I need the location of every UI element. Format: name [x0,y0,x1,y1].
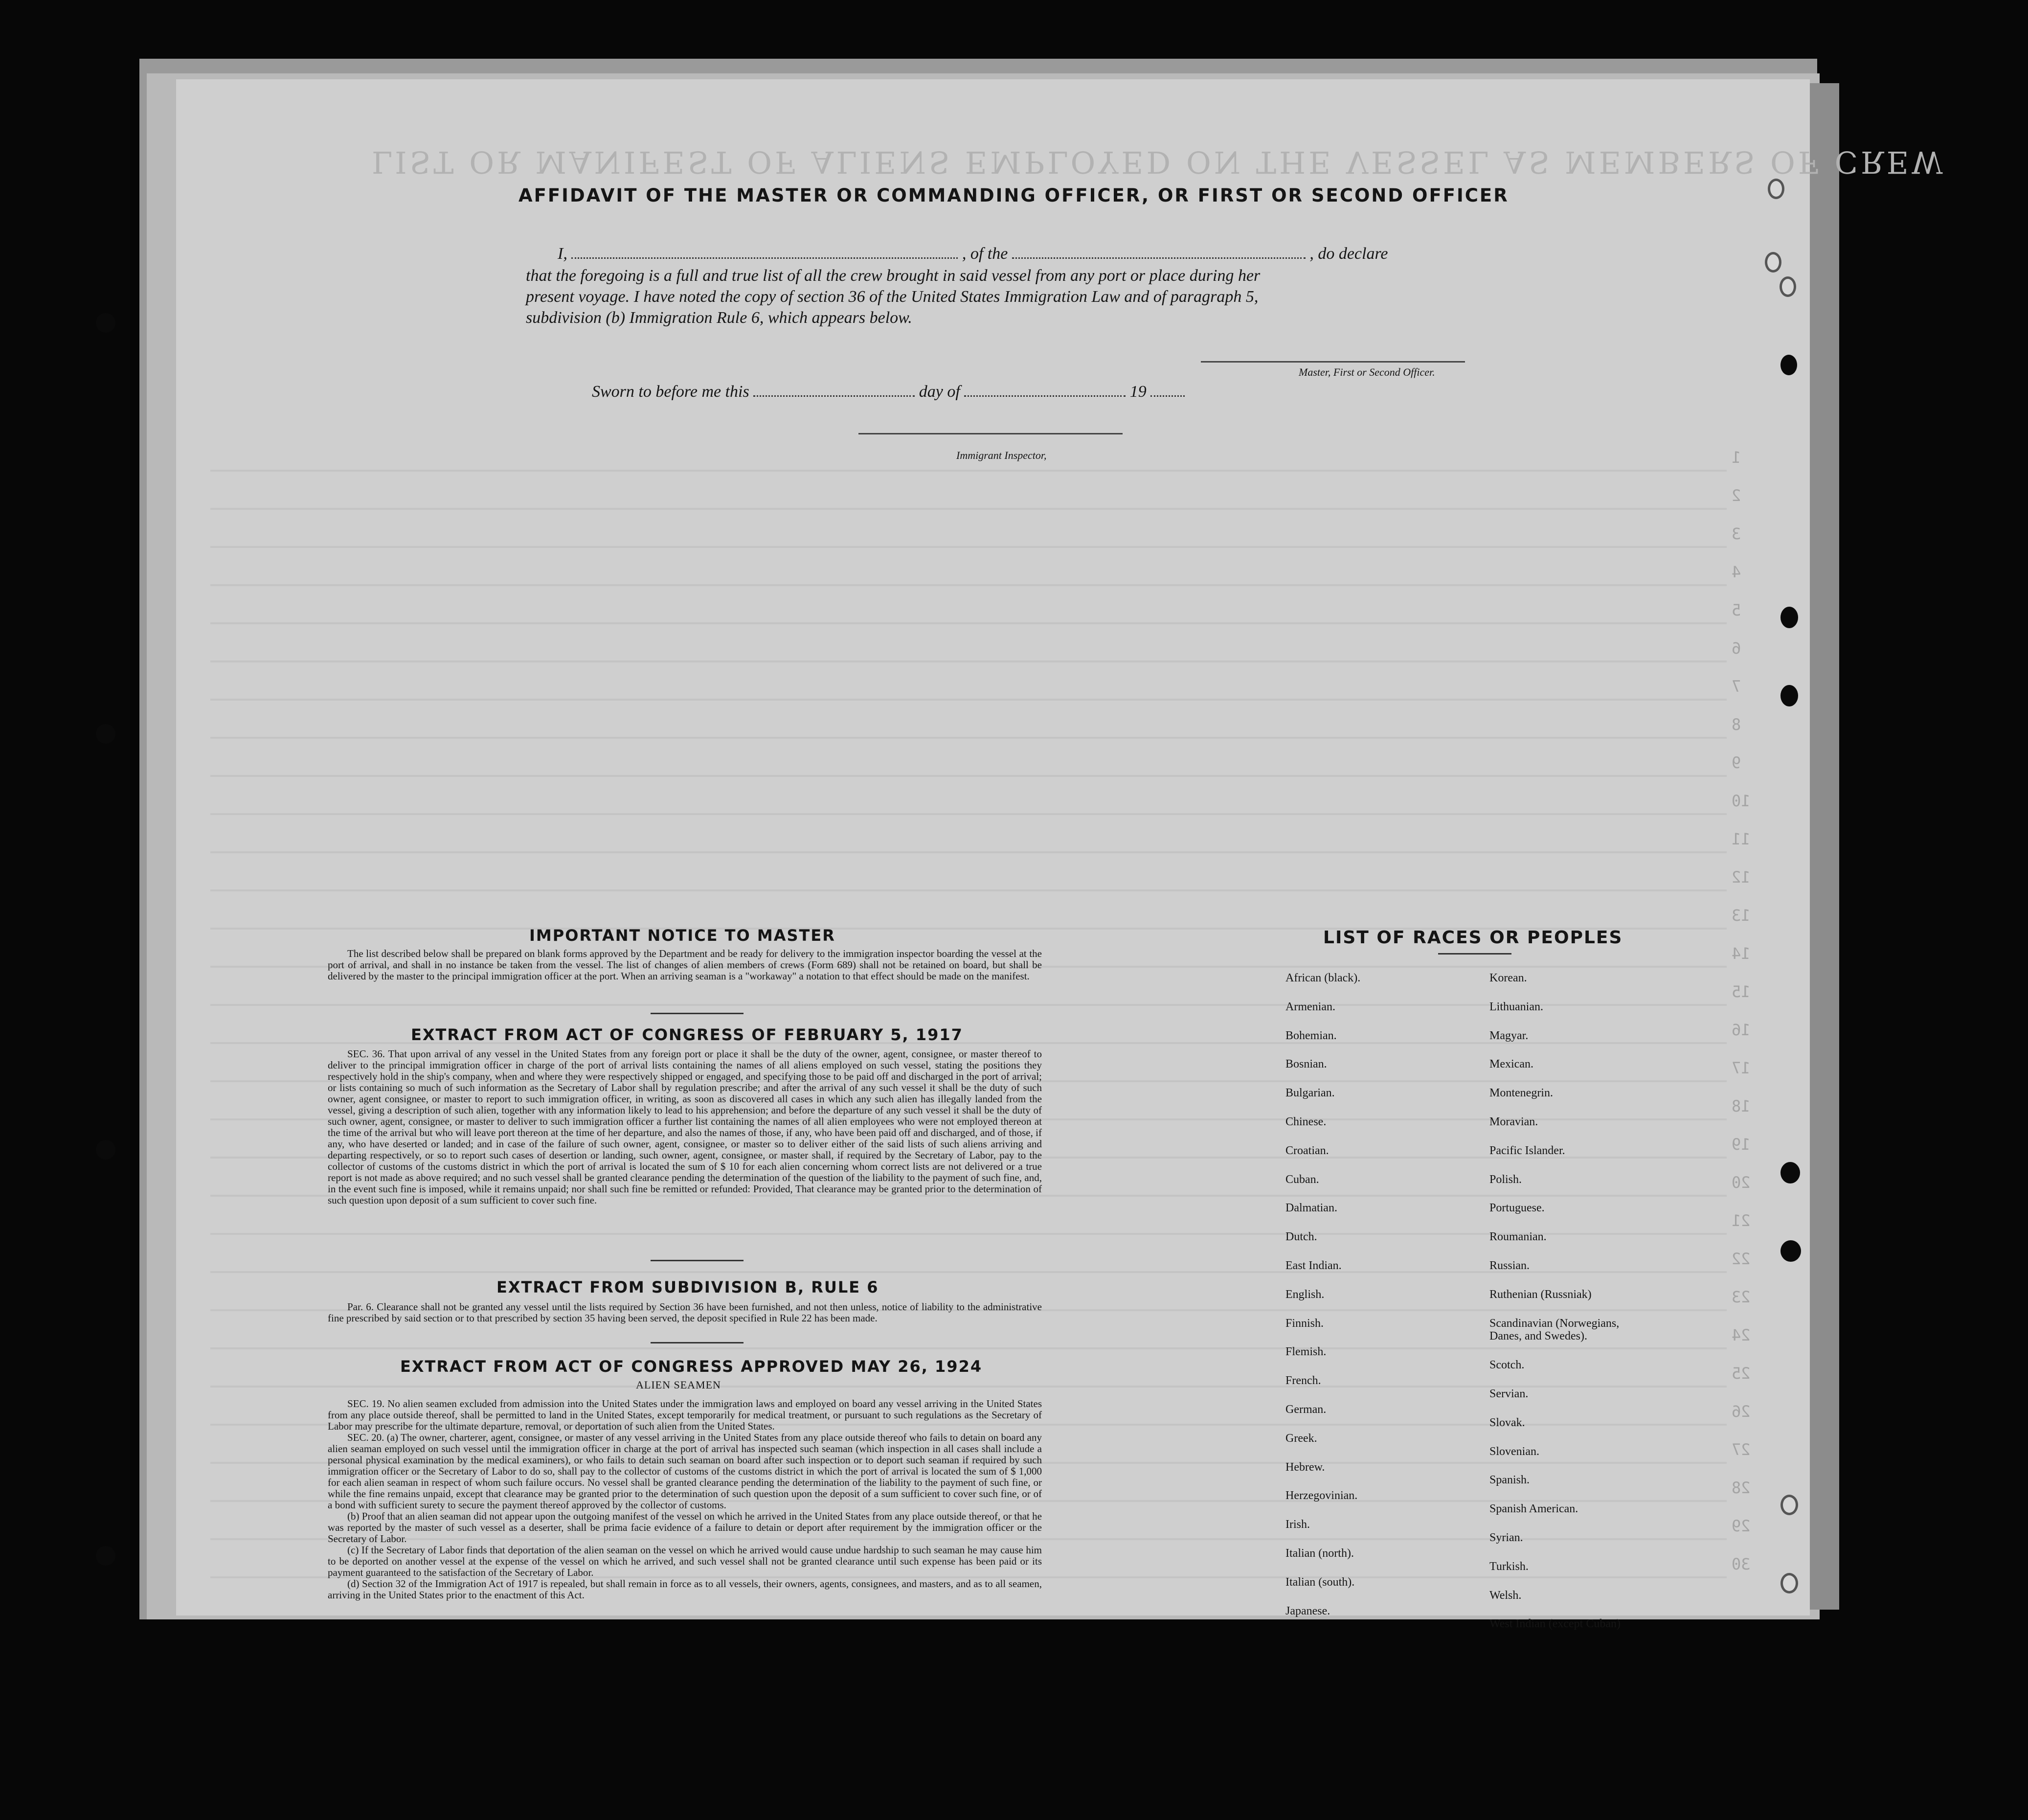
show-through-row-number: 29 [1732,1517,1751,1535]
show-through-row-rule [210,775,1727,777]
race-item: Italian (north). [1285,1547,1354,1560]
race-item: Scotch. [1489,1359,1525,1372]
affidavit-declaration-line [558,245,1388,263]
show-through-row-number: 6 [1732,639,1741,658]
show-through-row-rule [210,699,1727,701]
show-through-row-number: 10 [1732,792,1751,810]
show-through-row-number: 2 [1732,486,1741,505]
show-through-row-number: 8 [1732,715,1741,734]
race-item: Slovenian. [1489,1445,1539,1458]
extract-1924-sec20b: (b) Proof that an alien seaman did not appear upon the outgoing manifest of the vessel on which he arrived in the United States from any place outside thereof, or that he was reported by the master of such vessel as a deserter, shall be prima facie evidence of a failure to detain or deport after requirement by the immigration officer or the Secretary of Labor. [328,1510,1042,1545]
show-through-row-number: 27 [1732,1440,1751,1459]
section-divider [651,1342,744,1343]
extract-1917-text [328,1048,1042,1206]
show-through-row-rule [210,851,1727,853]
section-divider [651,1260,744,1261]
race-item: Turkish. [1489,1560,1529,1573]
section-divider [651,1013,744,1014]
affidavit-body-line-2: present voyage. I have noted the copy of section 36 of the United States Immigration Law and of paragraph 5, [526,288,1259,306]
affidavit-do-declare: , do declare [1309,245,1388,263]
notice-heading: IMPORTANT NOTICE TO MASTER [529,926,835,945]
show-through-row-rule [210,508,1727,510]
race-item: Syrian. [1489,1531,1523,1544]
affidavit-body-line-1: that the foregoing is a full and true list of all the crew brought in said vessel from any port or place during her [526,267,1261,285]
extract-1924-heading: EXTRACT FROM ACT OF CONGRESS APPROVED MAY 26, 1924 [400,1357,983,1376]
race-item: Mexican. [1489,1058,1533,1071]
punch-hole-icon [1780,1495,1798,1515]
show-through-row-number: 1 [1732,448,1741,467]
race-item: Slovak. [1489,1416,1525,1429]
race-item: Moravian. [1489,1115,1538,1128]
extract-1924-text [328,1398,1042,1601]
race-item: Flemish. [1285,1345,1327,1359]
sworn-year-prefix: 19 [1129,383,1147,401]
affidavit-of-the: , of the [962,245,1008,263]
show-through-row-number: 14 [1732,944,1751,963]
extract-1924-sec20c: (c) If the Secretary of Labor finds that deportation of the alien seaman on the vessel on which he arrived would cause undue hardship to such seaman he may cause him to be deported on another vessel at the expense of the vessel on which he arrived, and such vessel shall not be granted clearance until such expense has been paid or its payment guaranteed to the satisfaction of the Secretary of Labor. [328,1544,1042,1578]
race-item: Danes, and Swedes). [1489,1330,1587,1343]
show-through-row-number: 3 [1732,524,1741,543]
extract-1924-sec20a: SEC. 20. (a) The owner, charterer, agent, consignee, or master of any vessel arriving in the United States from any place outside thereof who fails to detain on board any alien seaman employed on such vessel until the immigration officer in charge at the port of arrival has inspected such seaman (which inspection in all cases shall include a personal physical examination by the medical examiners), or who fails to detain such seaman on board after such inspection or to deport such seaman if required by such immigration officer or the Secretary of Labor to do so, shall pay to the collector of customs of the customs district in which the port of arrival is located the sum of $ 1,000 for each alien seaman in respect of whom such failure occurs. No vessel shall be granted clearance pending the determination of the liability to the payment of such fine, or while the fine remains unpaid, except that clearance may be granted prior to the determination of such question upon the deposit of a sum sufficient to cover such fine, or of a bond with sufficient surety to secure the payment thereof approved by the collector of customs. [328,1432,1042,1511]
sworn-day-of: day of [919,383,960,401]
show-through-row-number: 26 [1732,1402,1751,1421]
page-edge-shadow [1810,83,1839,1610]
race-item: Spanish. [1489,1474,1530,1487]
race-item: Lithuanian. [1489,1000,1543,1013]
show-through-row-rule [210,1347,1727,1349]
race-item: Cuban. [1285,1173,1319,1186]
race-item: French. [1285,1374,1321,1388]
show-through-row-number: 9 [1732,753,1741,772]
sworn-line [592,383,1185,401]
affidavit-body-line-3: subdivision (b) Immigration Rule 6, which appears below. [526,309,912,327]
punch-hole-icon [1780,1162,1800,1183]
show-through-row-rule [210,889,1727,891]
race-item: Pacific Islander. [1489,1144,1565,1157]
race-item: Polish. [1489,1173,1522,1186]
extract-rule6-heading: EXTRACT FROM SUBDIVISION B, RULE 6 [496,1278,879,1297]
race-item: Italian (south). [1285,1575,1355,1589]
show-through-row-number: 25 [1732,1364,1751,1383]
binder-hole-icon [96,1140,115,1160]
show-through-row-number: 28 [1732,1479,1751,1497]
show-through-row-number: 5 [1732,601,1741,619]
race-item: Montenegrin. [1489,1087,1553,1100]
extract-rule6-text [328,1301,1042,1324]
race-item: Armenian. [1285,1000,1335,1013]
race-item: Hebrew. [1285,1460,1325,1474]
race-item: Dutch. [1285,1230,1317,1244]
show-through-row-number: 18 [1732,1097,1751,1115]
punch-hole-icon [1780,1573,1798,1593]
race-item: Spanish American. [1489,1502,1578,1516]
sworn-day-blank [753,395,915,397]
show-through-row-number: 16 [1732,1021,1751,1039]
race-item: Servian. [1489,1388,1529,1400]
race-item: Magyar. [1489,1029,1529,1042]
inspector-signature-line [858,433,1123,434]
show-through-row-number: 17 [1732,1059,1751,1077]
sworn-year-blank [1150,395,1185,397]
extract-1917-paragraph: SEC. 36. That upon arrival of any vessel in the United States from any foreign port or place it shall be the duty of the owner, agent, consignee, or master thereof to deliver to the principal immigration officer in charge of the port of arrival lists containing the names of all aliens employed on such vessel, stating the positions they respectively hold in the ship's company, when and where they were respectively shipped or engaged, and specifying those to be paid off and discharged in the port of arrival; or lists containing so much of such information as the Secretary of Labor shall by regulation prescribe; and after the arrival of any such vessel it shall be the duty of such owner, agent consignee, or master to report to such immigration officer, in writing, as soon as discovered all cases in which any such alien has illegally landed from the vessel, giving a description of such alien, together with any information likely to lead to his apprehension; and before the departure of any such vessel it shall be the duty of such owner, agent, consignee, or master to deliver to such immigration officer a further list containing the names of all alien employees who were not employed thereon at the time of the arrival but who will leave port thereon at the time of her departure, and also the names of those, if any, who have been paid off and discharged, and of those, if any, who have deserted or landed; and in case of the failure of such owner, agent, consignee, or master so to deliver either of the said lists of such aliens arriving and departing respectively, or so to report such cases of desertion or landing, such owner, agent, consignee, or master shall, if required by the Secretary of Labor, pay to the collector of customs of the customs district in which the port of arrival is located the sum of $ 10 for each alien concerning whom correct lists are not delivered or a true report is not made as above required; and no such vessel shall be granted clearance pending the determination of the question of the liability to the payment of such fine, and, in the event such fine is imposed, while it remains unpaid; nor shall such fine be remitted or refunded: Provided, That clearance may be granted prior to the determination of such question upon deposit of a sum sufficient to cover such fine. [328,1048,1042,1206]
affidavit-i: I, [558,245,567,263]
races-heading: LIST OF RACES OR PEOPLES [1323,928,1623,948]
binder-hole-icon [96,724,115,744]
master-signature-label: Master, First or Second Officer. [1299,366,1435,378]
extract-1917-heading: EXTRACT FROM ACT OF CONGRESS OF FEBRUARY 5, 1917 [411,1025,963,1044]
show-through-row-number: 7 [1732,677,1741,696]
show-through-row-number: 21 [1732,1211,1751,1230]
race-item: Bulgarian. [1285,1087,1335,1100]
show-through-row-number: 22 [1732,1250,1751,1268]
race-item: Bohemian. [1285,1029,1337,1042]
alien-seamen-subheading: ALIEN SEAMEN [636,1379,721,1391]
race-item: Croatian. [1285,1144,1329,1157]
race-item: Irish. [1285,1518,1310,1531]
show-through-row-rule [210,660,1727,662]
race-item: Scandinavian (Norwegians, [1489,1317,1620,1330]
show-through-row-number: 20 [1732,1173,1751,1192]
show-through-row-number: 23 [1732,1288,1751,1306]
show-through-row-rule [210,470,1727,472]
race-item: Korean. [1489,972,1527,984]
show-through-row-number: 19 [1732,1135,1751,1154]
name-blank [571,257,958,259]
extract-rule6-paragraph: Par. 6. Clearance shall not be granted any vessel until the lists required by Section 36 have been furnished, and not then unless, notice of liability to the administrative fine prescribed by said section or to that prescribed by section 35 having been served, the deposit specified in Rule 22 has been made. [328,1301,1042,1324]
sworn-month-blank [964,395,1126,397]
show-through-row-rule [210,546,1727,548]
race-item: Herzegovinian. [1285,1489,1358,1502]
punch-hole-icon [1768,179,1784,199]
notice-paragraph: The list described below shall be prepared on blank forms approved by the Department and be ready for delivery to the immigration inspector boarding the vessel at the port of arrival, and shall in no instance be taken from the vessel. The list of changes of alien members of crews (Form 689) shall not be retained on board, but shall be delivered by the master to the principal immigration officer at the port. When an arriving seaman is a "workaway" a notation to that effect should be made on the manifest. [328,948,1042,982]
sworn-text: Sworn to before me this [592,383,749,401]
show-through-row-number: 24 [1732,1326,1751,1344]
race-item: West Indian (except Cuban) [1489,1617,1621,1631]
inspector-signature-label: Immigrant Inspector, [956,449,1047,461]
punch-hole-icon [1780,685,1798,706]
punch-hole-icon [1780,607,1798,628]
race-item: Japanese. [1285,1604,1330,1617]
race-item: Roumanian. [1489,1230,1547,1244]
punch-hole-icon [1780,276,1796,297]
race-item: Dalmatian. [1285,1202,1337,1215]
punch-hole-icon [1780,1240,1801,1262]
show-through-row-number: 11 [1732,830,1751,848]
show-through-row-rule [210,622,1727,624]
punch-hole-icon [1780,355,1797,375]
race-item: English. [1285,1288,1325,1301]
master-signature-line [1201,361,1465,363]
show-through-row-rule [210,813,1727,815]
binder-hole-icon [96,313,115,333]
race-item: German. [1285,1403,1327,1416]
vessel-blank [1012,257,1306,259]
show-through-row-number: 15 [1732,982,1751,1001]
race-item: Russian. [1489,1259,1530,1272]
notice-text [328,948,1042,982]
race-item: African (black). [1285,972,1361,984]
show-through-row-number: 30 [1732,1555,1751,1573]
race-item: Bosnian. [1285,1058,1327,1071]
race-item: Greek. [1285,1432,1317,1445]
extract-1924-sec20d: (d) Section 32 of the Immigration Act of 1917 is repealed, but shall remain in force as to all vessels, their owners, agents, consignees, and masters, and as to all seamen, arriving in the United States prior to the enactment of this Act. [328,1578,1042,1601]
show-through-row-rule [210,584,1727,586]
extract-1924-sec19: SEC. 19. No alien seamen excluded from admission into the United States under the immigration laws and employed on board any vessel arriving in the United States from any place outside thereof, shall be permitted to land in the United States, except temporarily for medical treatment, or pursuant to such regulations as the Secretary of Labor may prescribe for the ultimate departure, removal, or deportation of such alien from the United States. [328,1398,1042,1432]
race-item: Portuguese. [1489,1202,1545,1215]
show-through-row-number: 12 [1732,868,1751,887]
affidavit-heading: AFFIDAVIT OF THE MASTER OR COMMANDING OFFICER, OR FIRST OR SECOND OFFICER [518,185,1509,206]
show-through-row-number: 4 [1732,563,1741,581]
race-item: Ruthenian (Russniak) [1489,1288,1592,1301]
races-heading-underline [1438,953,1511,955]
race-item: Finnish. [1285,1317,1324,1330]
race-item: Welsh. [1489,1589,1522,1602]
punch-hole-icon [1765,252,1781,273]
show-through-row-number: 13 [1732,906,1751,925]
race-item: Chinese. [1285,1115,1327,1128]
document-page [176,79,1810,1615]
show-through-row-rule [210,737,1727,739]
show-through-title: LIST OR MANIFEST OF ALIENS EMPLOYED ON THE VESSEL AS MEMBERS OF CREW [372,144,1946,180]
race-item: East Indian. [1285,1259,1342,1272]
binder-hole-icon [96,1546,115,1566]
